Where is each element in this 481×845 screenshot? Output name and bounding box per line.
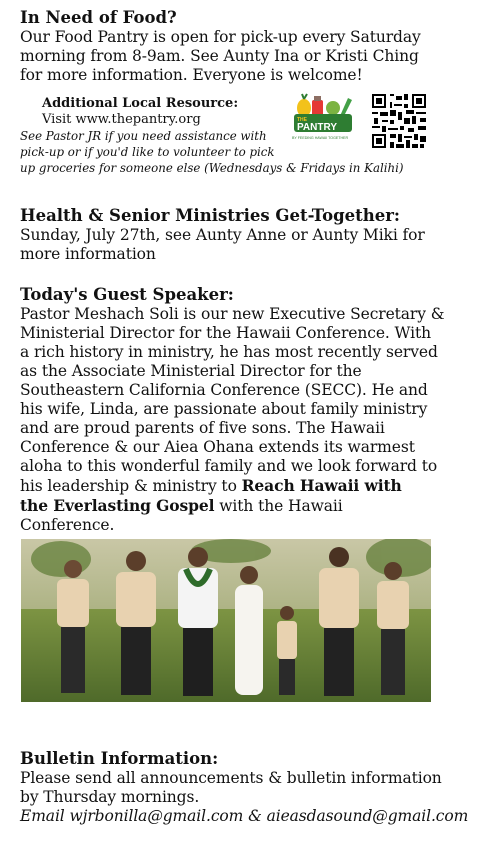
logo-pantry-text: PANTRY [297, 122, 337, 133]
health-ministries-section [20, 206, 472, 264]
speaker-highlight: the Everlasting Gospel [20, 496, 215, 515]
speaker-line: Pastor Meshach Soli is our new Executive Secretary & [20, 305, 445, 323]
guest-speaker-section [20, 285, 472, 535]
logo-the-text: THE [297, 117, 307, 123]
speaker-line-text: with the Hawaii [214, 497, 343, 515]
speaker-line: a rich history in ministry, he has most recently served [20, 343, 438, 361]
resource-note-line: See Pastor JR if you need assistance with [20, 129, 267, 143]
local-resource-box [20, 96, 472, 186]
bulletin-line: by Thursday mornings. [20, 788, 200, 806]
food-line: Our Food Pantry is open for pick-up every Saturday [20, 28, 421, 46]
bulletin-info-section [20, 749, 472, 826]
resource-note-line: up groceries for someone else (Wednesdays & Fridays in Kalihi) [20, 161, 404, 175]
speaker-line [20, 496, 472, 516]
food-line: morning from 8-9am. See Aunty Ina or Kristi Ching [20, 47, 419, 65]
speaker-line-text: his leadership & ministry to [20, 477, 242, 495]
food-heading: In Need of Food? [20, 8, 177, 27]
logo-tagline-text: BY FEEDING HAWAII TOGETHER [292, 136, 349, 140]
speaker-line: aloha to this wonderful family and we look forward to [20, 457, 438, 475]
speaker-line: and are proud parents of five sons. The Hawaii [20, 419, 385, 437]
qr-code-icon[interactable] [370, 92, 428, 150]
the-pantry-logo [288, 92, 362, 148]
family-photo [21, 539, 431, 702]
speaker-heading: Today's Guest Speaker: [20, 285, 234, 304]
speaker-line: as the Associate Ministerial Director for the [20, 362, 362, 380]
health-line: more information [20, 245, 156, 263]
speaker-line: Southeastern California Conference (SECC). He and [20, 381, 428, 399]
bulletin-heading: Bulletin Information: [20, 749, 219, 768]
bulletin-email-line[interactable]: Email wjrbonilla@gmail.com & aieasdasound@gmail.com [20, 807, 469, 825]
food-line: for more information. Everyone is welcome! [20, 66, 363, 84]
speaker-line: Conference. [20, 516, 115, 534]
speaker-line: his wife, Linda, are passionate about family ministry [20, 400, 428, 418]
speaker-line [20, 476, 472, 496]
health-line: Sunday, July 27th, see Aunty Anne or Aunty Miki for [20, 226, 425, 244]
speaker-highlight: Reach Hawaii with [241, 476, 402, 495]
speaker-line: Conference & our Aiea Ohana extends its warmest [20, 438, 415, 456]
resource-note-line: pick-up or if you'd like to volunteer to pick [20, 145, 275, 159]
resource-visit-link[interactable]: Visit www.thepantry.org [42, 112, 201, 127]
health-heading: Health & Senior Ministries Get-Together: [20, 206, 401, 225]
food-pantry-section [20, 8, 472, 85]
bulletin-line: Please send all announcements & bulletin information [20, 769, 442, 787]
speaker-line: Ministerial Director for the Hawaii Conference. With [20, 324, 431, 342]
resource-heading: Additional Local Resource: [42, 96, 239, 111]
